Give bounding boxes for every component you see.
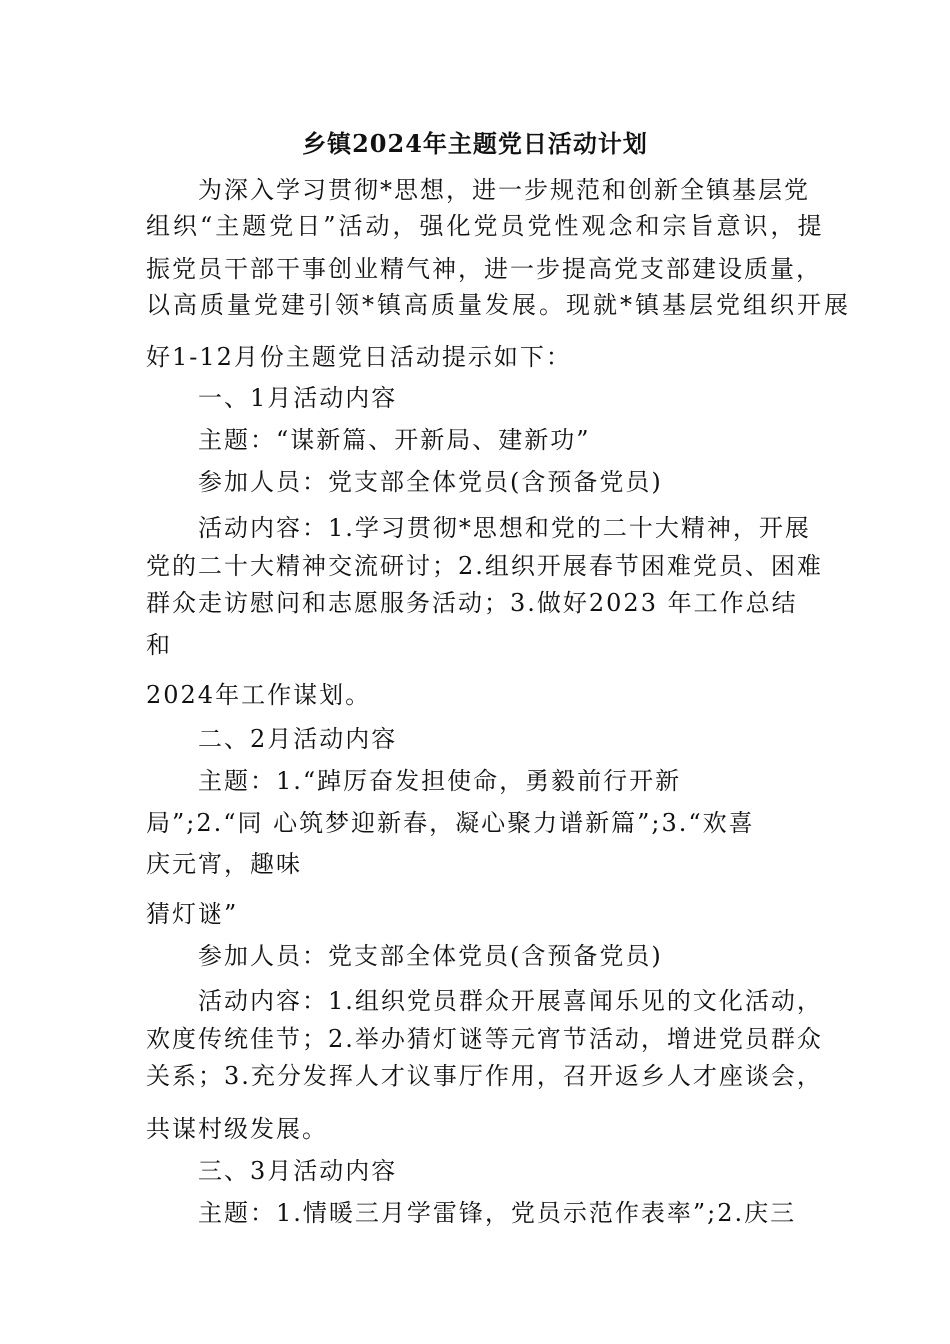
paragraph-line: 好1-12月份主题党日活动提示如下： (146, 343, 572, 371)
section-heading: 一、1月活动内容 (198, 384, 398, 412)
activity-line: 2024年工作谋划。 (146, 681, 372, 709)
section-heading: 三、3月活动内容 (198, 1157, 398, 1185)
activity-line: 共谋村级发展。 (146, 1115, 328, 1143)
participants-line: 参加人员：党支部全体党员(含预备党员) (198, 942, 663, 970)
activity-line: 群众走访慰问和志愿服务活动；3.做好2023 年工作总结 (146, 589, 798, 617)
paragraph-line: 以高质量党建引领*镇高质量发展。现就*镇基层党组织开展 (146, 291, 851, 319)
theme-line: 猜灯谜” (146, 900, 239, 928)
activity-line: 关系；3.充分发挥人才议事厅作用，召开返乡人才座谈会， (146, 1062, 823, 1090)
theme-line: 主题：1.“踔厉奋发担使命，勇毅前行开新 (198, 767, 682, 795)
theme-line: 局”;2.“同 心筑梦迎新春，凝心聚力谱新篇”;3.“欢喜 (146, 809, 755, 837)
activity-line: 党的二十大精神交流研讨；2.组织开展春节困难党员、困难 (146, 552, 823, 580)
activity-line: 活动内容：1.组织党员群众开展喜闻乐见的文化活动， (198, 987, 823, 1015)
paragraph-line: 为深入学习贯彻*思想，进一步规范和创新全镇基层党 (198, 176, 810, 204)
theme-line: 庆元宵，趣味 (146, 850, 302, 878)
document-title: 乡镇2024年主题党日活动计划 (302, 129, 648, 158)
section-heading: 二、2月活动内容 (198, 725, 398, 753)
activity-line: 和 (146, 631, 172, 659)
participants-line: 参加人员：党支部全体党员(含预备党员) (198, 468, 663, 496)
activity-line: 欢度传统佳节；2.举办猜灯谜等元宵节活动，增进党员群众 (146, 1025, 823, 1053)
activity-line: 活动内容：1.学习贯彻*思想和党的二十大精神，开展 (198, 514, 811, 542)
paragraph-line: 振党员干部干事创业精气神，进一步提高党支部建设质量， (146, 255, 822, 283)
theme-line: 主题：1.情暖三月学雷锋，党员示范作表率”;2.庆三 (198, 1199, 797, 1227)
theme-line: 主题：“谋新篇、开新局、建新功” (198, 426, 591, 454)
paragraph-line: 组织“主题党日”活动，强化党员党性观念和宗旨意识，提 (146, 212, 825, 240)
